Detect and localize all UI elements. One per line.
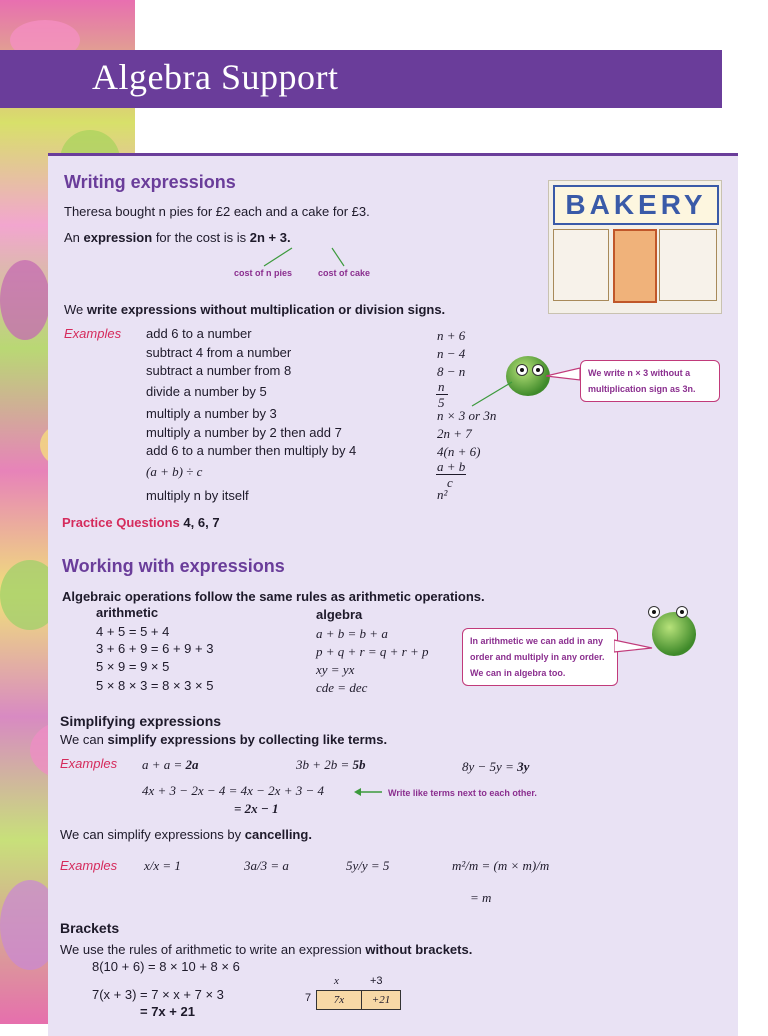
speech-bubble: In arithmetic we can add in any order and multiply in any order. We can in algebra too. bbox=[462, 628, 618, 686]
arithmetic-rule: 3 + 6 + 9 = 6 + 9 + 3 bbox=[96, 641, 214, 656]
brackets-example: 7(x + 3) = 7 × x + 7 × 3 bbox=[92, 987, 224, 1002]
bubble-tail bbox=[546, 366, 582, 382]
speech-bubble: We write n × 3 without a multiplication sign as 3n. bbox=[580, 360, 720, 402]
algebra-rule: xy = yx bbox=[316, 662, 355, 677]
simplify-example: a + a = 2a bbox=[142, 757, 199, 772]
pointer-arrow bbox=[466, 380, 516, 410]
writing-intro: Theresa bought n pies for £2 each and a cake for £3. bbox=[64, 204, 370, 219]
brackets-example: 8(10 + 6) = 8 × 10 + 8 × 6 bbox=[92, 959, 240, 974]
fraction-numerator: a + b bbox=[437, 459, 466, 474]
example-expression: 4(n + 6) bbox=[437, 444, 481, 459]
long-expression-answer: = 2x − 1 bbox=[234, 801, 279, 816]
note-cost-of-cake: cost of cake bbox=[318, 268, 371, 278]
note-cost-of-pies: cost of n pies bbox=[234, 268, 293, 278]
simplifying-line: We can simplify expressions by collecting like terms. bbox=[60, 732, 388, 747]
grid-cell: 7x bbox=[316, 990, 362, 1010]
fraction-denominator: c bbox=[447, 475, 453, 490]
fraction-denominator: 5 bbox=[438, 395, 445, 410]
page-title: Algebra Support bbox=[92, 57, 339, 97]
simplifying-heading: Simplifying expressions bbox=[60, 713, 222, 729]
example-text: divide a number by 5 bbox=[146, 384, 267, 399]
frog-mascot-icon bbox=[652, 612, 696, 656]
example-expression: 2n + 7 bbox=[437, 426, 472, 441]
arithmetic-rule: 5 × 9 = 9 × 5 bbox=[96, 659, 170, 674]
title-bar bbox=[0, 50, 722, 108]
example-expression: n + 6 bbox=[437, 328, 466, 343]
bakery-window-right bbox=[659, 229, 717, 301]
column-header-arithmetic: arithmetic bbox=[96, 605, 159, 620]
simplify-example: 8y − 5y = 3y bbox=[462, 759, 530, 774]
examples-label: Examples bbox=[60, 756, 118, 771]
examples-label: Examples bbox=[64, 326, 122, 341]
brackets-line: We use the rules of arithmetic to write an expression without brackets. bbox=[60, 942, 473, 957]
example-text: subtract 4 from a number bbox=[146, 345, 292, 360]
cancel-example: x/x = 1 bbox=[144, 858, 181, 873]
bakery-illustration bbox=[548, 180, 722, 314]
example-expression: n − 4 bbox=[437, 346, 466, 361]
writing-expressions-heading: Writing expressions bbox=[64, 172, 236, 192]
arithmetic-rule: 4 + 5 = 5 + 4 bbox=[96, 624, 170, 639]
grid-cell: +21 bbox=[361, 990, 401, 1010]
long-expression: 4x + 3 − 2x − 4 = 4x − 2x + 3 − 4 bbox=[142, 783, 324, 798]
cancelling-line: We can simplify expressions by cancelling. bbox=[60, 827, 312, 842]
bakery-door bbox=[613, 229, 657, 303]
arithmetic-rule: 5 × 8 × 3 = 8 × 3 × 5 bbox=[96, 678, 214, 693]
cancel-example: m²/m = (m × m)/m bbox=[452, 858, 550, 873]
brackets-heading: Brackets bbox=[60, 920, 120, 936]
cancel-example: 3a/3 = a bbox=[244, 858, 289, 873]
column-header-algebra: algebra bbox=[316, 607, 363, 622]
left-arrow-icon bbox=[352, 786, 384, 798]
example-text: multiply n by itself bbox=[146, 488, 249, 503]
example-expression: n² bbox=[437, 487, 448, 502]
grid-column-header: x bbox=[334, 975, 339, 987]
grid-column-header: +3 bbox=[370, 975, 383, 987]
bakery-sign: BAKERY bbox=[553, 185, 719, 225]
algebra-rule: a + b = b + a bbox=[316, 626, 388, 641]
example-text: subtract a number from 8 bbox=[146, 363, 292, 378]
example-text: add 6 to a number bbox=[146, 326, 252, 341]
bakery-window-left bbox=[553, 229, 609, 301]
example-text: (a + b) ÷ c bbox=[146, 464, 203, 479]
rule-statement: We write expressions without multiplication or division signs. bbox=[64, 302, 446, 317]
fraction-numerator: n bbox=[438, 379, 445, 394]
cancel-example-answer: = m bbox=[470, 890, 492, 905]
example-text: multiply a number by 3 bbox=[146, 406, 277, 421]
brackets-example-answer: = 7x + 21 bbox=[140, 1004, 195, 1019]
cancel-example: 5y/y = 5 bbox=[346, 858, 390, 873]
arrows-to-terms bbox=[250, 244, 360, 270]
example-expression: n × 3 or 3n bbox=[437, 408, 497, 423]
example-text: add 6 to a number then multiply by 4 bbox=[146, 443, 357, 458]
working-intro: Algebraic operations follow the same rules as arithmetic operations. bbox=[62, 589, 485, 604]
example-text: multiply a number by 2 then add 7 bbox=[146, 425, 342, 440]
simplify-example: 3b + 2b = 5b bbox=[296, 757, 366, 772]
algebra-rule: p + q + r = q + r + p bbox=[316, 644, 429, 659]
bubble-tail bbox=[614, 636, 654, 656]
expression-definition: An expression for the cost is is 2n + 3. bbox=[64, 230, 291, 245]
grid-row-header: 7 bbox=[305, 992, 312, 1004]
algebra-rule: cde = dec bbox=[316, 680, 368, 695]
like-terms-note: Write like terms next to each other. bbox=[388, 788, 537, 798]
examples-label: Examples bbox=[60, 858, 118, 873]
working-expressions-heading: Working with expressions bbox=[62, 556, 285, 576]
practice-questions-label: Practice Questions 4, 6, 7 bbox=[62, 515, 220, 530]
example-expression: 8 − n bbox=[437, 364, 466, 379]
